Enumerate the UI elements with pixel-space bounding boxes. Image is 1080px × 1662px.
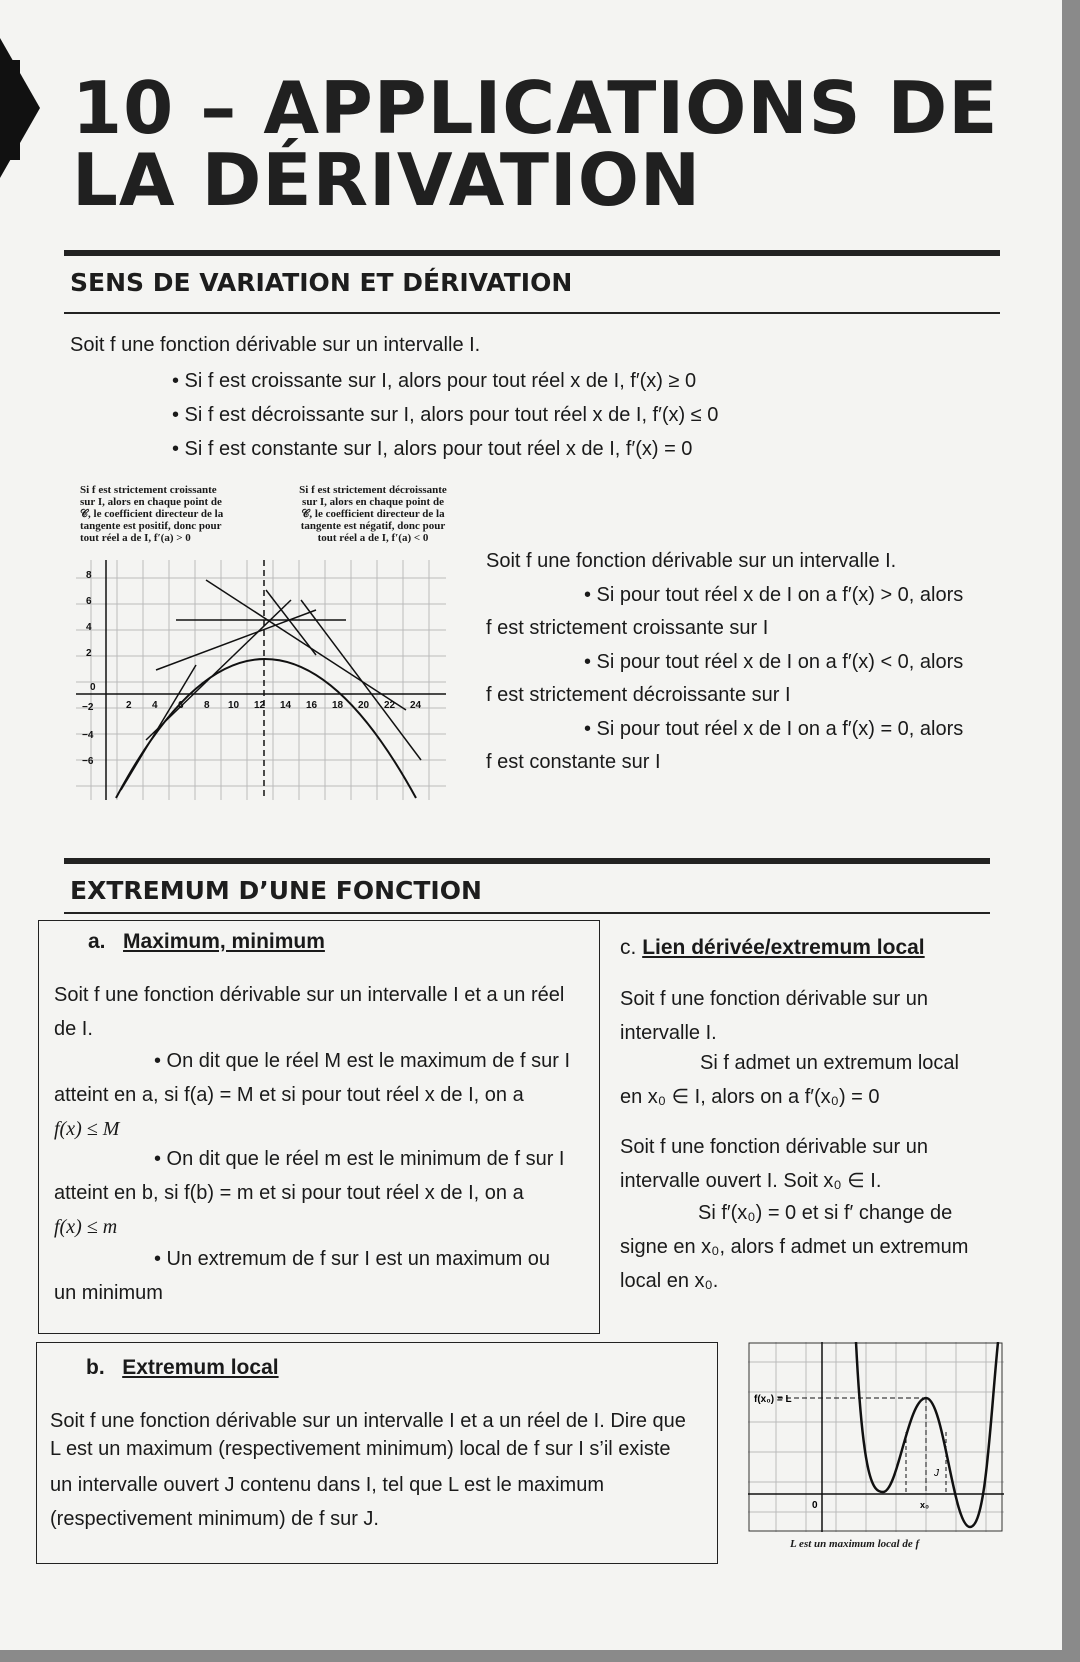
section1-top-rule <box>64 250 1000 256</box>
c-line: Si f admet un extremum local <box>700 1052 959 1074</box>
x-tick-label: 6 <box>178 700 184 711</box>
graph1-tangents <box>76 560 446 800</box>
x-tick-label: 8 <box>204 700 210 711</box>
subheading-b-label: b. <box>86 1356 105 1379</box>
graph2-label-x0: x₀ <box>920 1500 930 1510</box>
subheading-a-label: a. <box>88 930 106 953</box>
caption-right-line: sur I, alors en chaque point de <box>302 496 444 508</box>
graph2-caption: L est un maximum local de f <box>790 1538 920 1550</box>
x-tick-label: 4 <box>152 700 158 711</box>
x-tick-label: 24 <box>410 700 422 711</box>
bullet-croissante: • Si f est croissante sur I, alors pour tout réel x de I, f′(x) ≥ 0 <box>172 370 697 392</box>
x-tick-label: 14 <box>280 700 292 711</box>
b-line: Soit f une fonction dérivable sur un intervalle I et a un réel de I. Dire que <box>50 1410 686 1432</box>
x-tick-label: 10 <box>228 700 240 711</box>
x-tick-label: 20 <box>358 700 370 711</box>
y-tick-label: −2 <box>82 702 94 713</box>
chapter-title-line1: 10 – APPLICATIONS DE <box>72 66 999 150</box>
x-tick-label: 2 <box>126 700 132 711</box>
a-line: de I. <box>54 1018 93 1040</box>
converse-2b: f est strictement décroissante sur I <box>486 684 791 706</box>
box-maximum-minimum <box>38 920 600 1334</box>
converse-3b: f est constante sur I <box>486 751 661 773</box>
a-line: Soit f une fonction dérivable sur un intervalle I et a un réel <box>54 984 565 1006</box>
subheading-b-title: Extremum local <box>122 1356 279 1379</box>
converse-3a: • Si pour tout réel x de I on a f′(x) = 0, alors <box>584 718 964 740</box>
y-tick-label: 2 <box>86 648 92 659</box>
parabola-curve <box>116 659 416 798</box>
a-line: • On dit que le réel M est le maximum de f sur I <box>154 1050 571 1072</box>
y-tick-label: 0 <box>90 682 96 693</box>
caption-left-line: 𝒞, le coefficient directeur de la <box>80 508 224 520</box>
c-line: en x₀ ∈ I, alors on a f′(x₀) = 0 <box>620 1086 880 1108</box>
x-tick-label: 22 <box>384 700 396 711</box>
section1-intro: Soit f une fonction dérivable sur un intervalle I. <box>70 334 481 356</box>
bullet-constante: • Si f est constante sur I, alors pour tout réel x de I, f′(x) = 0 <box>172 438 693 460</box>
y-tick-label: −4 <box>82 730 94 741</box>
subheading-c-title: Lien dérivée/extremum local <box>642 936 925 959</box>
y-tick-label: 6 <box>86 596 92 607</box>
y-tick-label: 4 <box>86 622 92 633</box>
section2-heading: EXTREMUM D’UNE FONCTION <box>70 876 482 905</box>
a-line: un minimum <box>54 1282 163 1304</box>
chapter-tab-arrow <box>0 38 40 178</box>
bullet-decroissante: • Si f est décroissante sur I, alors pour tout réel x de I, f′(x) ≤ 0 <box>172 404 719 426</box>
subheading-a <box>88 930 325 954</box>
section1-bottom-rule <box>64 312 1000 314</box>
section2-bottom-rule <box>64 912 990 914</box>
a-line: • Un extremum de f sur I est un maximum ou <box>154 1248 551 1270</box>
c-line: intervalle ouvert I. Soit x₀ ∈ I. <box>620 1170 882 1192</box>
caption-left-line: tout réel a de I, f′(a) > 0 <box>80 532 191 544</box>
converse-1b: f est strictement croissante sur I <box>486 617 769 639</box>
chapter-title-line2: LA DÉRIVATION <box>72 138 702 222</box>
caption-right-line: tout réel a de I, f′(a) < 0 <box>317 532 429 544</box>
section1-heading: SENS DE VARIATION ET DÉRIVATION <box>70 268 573 297</box>
converse-1a: • Si pour tout réel x de I on a f′(x) > 0, alors <box>584 584 964 606</box>
graph2-label-origin: 0 <box>812 1500 818 1511</box>
x-tick-label: 16 <box>306 700 318 711</box>
subheading-a-title: Maximum, minimum <box>123 930 325 953</box>
subheading-b <box>86 1356 279 1380</box>
x-tick-label: 12 <box>254 700 266 711</box>
converse-2a: • Si pour tout réel x de I on a f′(x) < 0, alors <box>584 651 964 673</box>
b-line: (respectivement minimum) de f sur J. <box>50 1508 379 1530</box>
graph2-label-J: J <box>934 1468 939 1479</box>
b-line: L est un maximum (respectivement minimum) local de f sur I s’il existe <box>50 1438 671 1460</box>
chapter-title <box>72 66 999 222</box>
caption-right-line: 𝒞, le coefficient directeur de la <box>301 508 445 520</box>
c-line: Soit f une fonction dérivable sur un <box>620 988 928 1010</box>
subheading-c <box>620 936 925 960</box>
graph2-label-L: f(x₀) = L <box>754 1394 792 1405</box>
a-line: atteint en b, si f(b) = m et si pour tout réel x de I, on a <box>54 1182 524 1204</box>
y-tick-label: 8 <box>86 570 92 581</box>
c-line: intervalle I. <box>620 1022 717 1044</box>
a-line: atteint en a, si f(a) = M et si pour tout réel x de I, on a <box>54 1084 524 1106</box>
c-line: Soit f une fonction dérivable sur un <box>620 1136 928 1158</box>
y-tick-label: −6 <box>82 756 94 767</box>
c-line: Si f′(x₀) = 0 et si f′ change de <box>698 1202 953 1224</box>
c-line: local en x₀. <box>620 1270 719 1292</box>
x-tick-label: 18 <box>332 700 344 711</box>
a-line: f(x) ≤ M <box>54 1118 120 1140</box>
caption-left-line: Si f est strictement croissante <box>80 484 217 496</box>
a-line: • On dit que le réel m est le minimum de f sur I <box>154 1148 565 1170</box>
subheading-c-label: c. <box>620 936 637 959</box>
c-line: signe en x₀, alors f admet un extremum <box>620 1236 969 1258</box>
caption-right-line: Si f est strictement décroissante <box>299 484 447 496</box>
section2-top-rule <box>64 858 990 864</box>
a-line: f(x) ≤ m <box>54 1216 118 1238</box>
graph2-local-max <box>748 1342 1004 1538</box>
graph1-caption-right <box>282 484 464 544</box>
caption-right-line: tangente est négatif, donc pour <box>300 520 446 532</box>
b-line: un intervalle ouvert J contenu dans I, tel que L est le maximum <box>50 1474 604 1496</box>
graph1-caption-left <box>80 484 260 544</box>
caption-left-line: sur I, alors en chaque point de <box>80 496 222 508</box>
caption-left-line: tangente est positif, donc pour <box>80 520 222 532</box>
converse-intro: Soit f une fonction dérivable sur un intervalle I. <box>486 550 897 572</box>
